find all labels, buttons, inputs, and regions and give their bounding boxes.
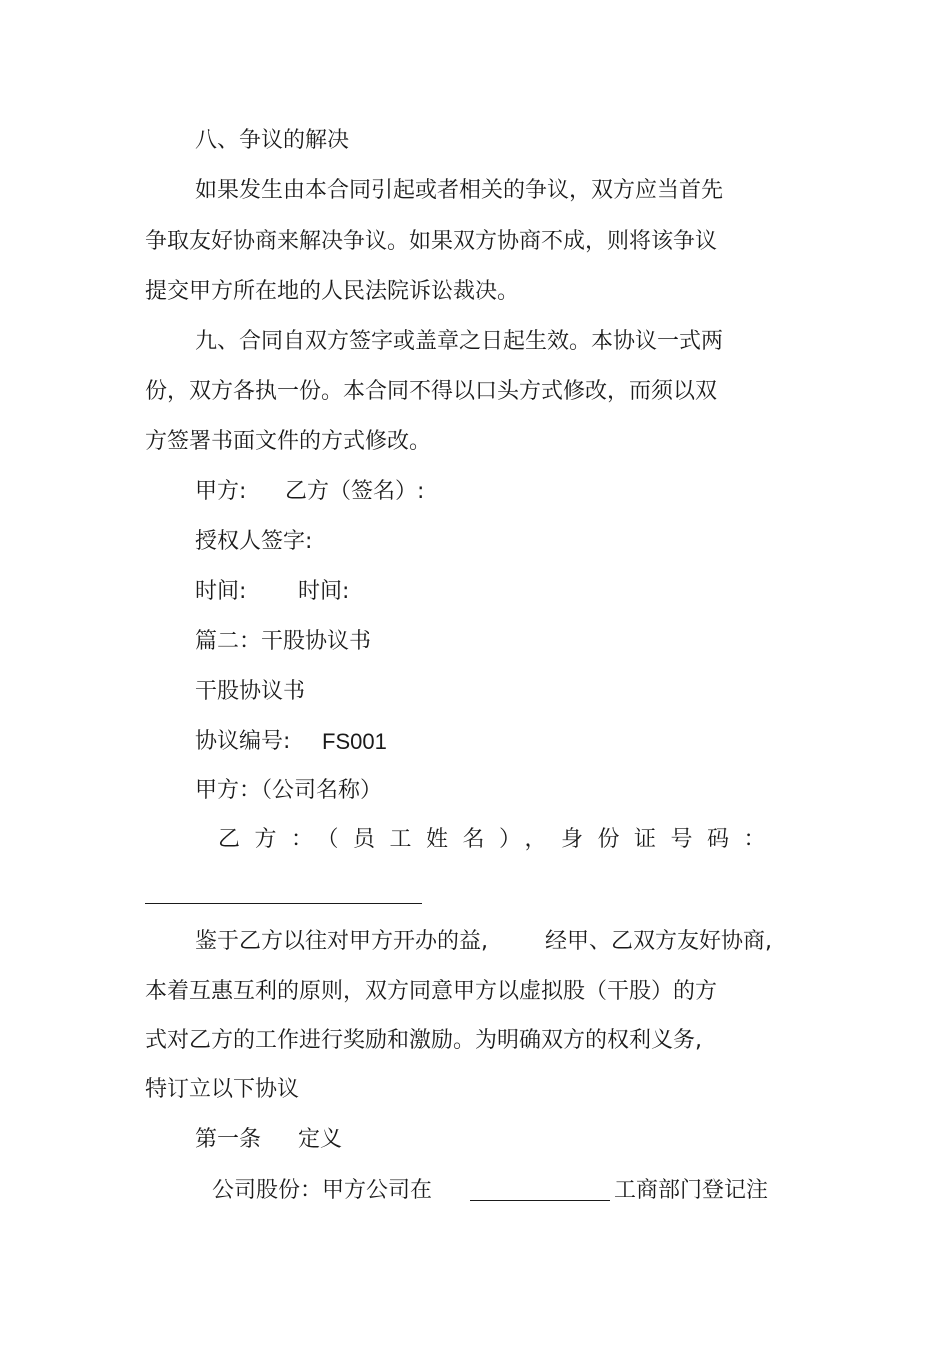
preamble-line-4: 特订立以下协议 xyxy=(145,1077,300,1102)
preamble-line-3: 式对乙方的工作进行奖励和激励。为明确双方的权利义务, xyxy=(145,1028,702,1053)
party-b-signature-label: 乙方（签名）: xyxy=(285,479,425,504)
party-a-label: 甲方: xyxy=(195,479,247,504)
party-a-company: 甲方：（公司名称） xyxy=(195,778,383,803)
id-number-blank-line xyxy=(145,903,422,904)
preamble-line-1a: 鉴于乙方以往对甲方开办的益, xyxy=(195,929,488,954)
party-b-id-line: 乙方：（员工姓名），身份证号码： xyxy=(218,827,781,852)
agreement-number-value: FS001 xyxy=(322,729,387,754)
document-title: 干股协议书 xyxy=(195,679,306,704)
section-8-heading: 八、争议的解决 xyxy=(195,128,350,153)
agreement-number-label: 协议编号: xyxy=(195,729,291,754)
article-1-title: 定义 xyxy=(298,1127,343,1152)
authorized-signature-label: 授权人签字: xyxy=(195,529,313,554)
time-label-b: 时间: xyxy=(298,579,350,604)
shares-definition-text-a: 公司股份：甲方公司在 xyxy=(212,1178,433,1203)
preamble-line-1b: 经甲、乙双方友好协商, xyxy=(545,929,772,954)
shares-definition-line xyxy=(212,1177,768,1205)
section-8-paragraph-line-1: 如果发生由本合同引起或者相关的争议，双方应当首先 xyxy=(195,178,724,203)
section-9-paragraph-line-2: 份，双方各执一份。本合同不得以口头方式修改，而须以双 xyxy=(145,379,718,404)
registry-blank-line xyxy=(470,1200,610,1201)
section-9-paragraph-line-3: 方签署书面文件的方式修改。 xyxy=(145,429,432,454)
preamble-line-2: 本着互惠互利的原则，双方同意甲方以虚拟股（干股）的方 xyxy=(145,979,718,1004)
section-9-paragraph-line-1: 九、合同自双方签字或盖章之日起生效。本协议一式两 xyxy=(195,329,724,354)
section-8-paragraph-line-3: 提交甲方所在地的人民法院诉讼裁决。 xyxy=(145,279,520,304)
time-label-a: 时间: xyxy=(195,579,247,604)
article-2-title: 篇二：干股协议书 xyxy=(195,629,372,654)
section-8-paragraph-line-2: 争取友好协商来解决争议。如果双方协商不成，则将该争议 xyxy=(145,229,718,254)
shares-definition-text-b: 工商部门登记注 xyxy=(614,1178,769,1203)
article-1-label: 第一条 xyxy=(195,1127,262,1152)
